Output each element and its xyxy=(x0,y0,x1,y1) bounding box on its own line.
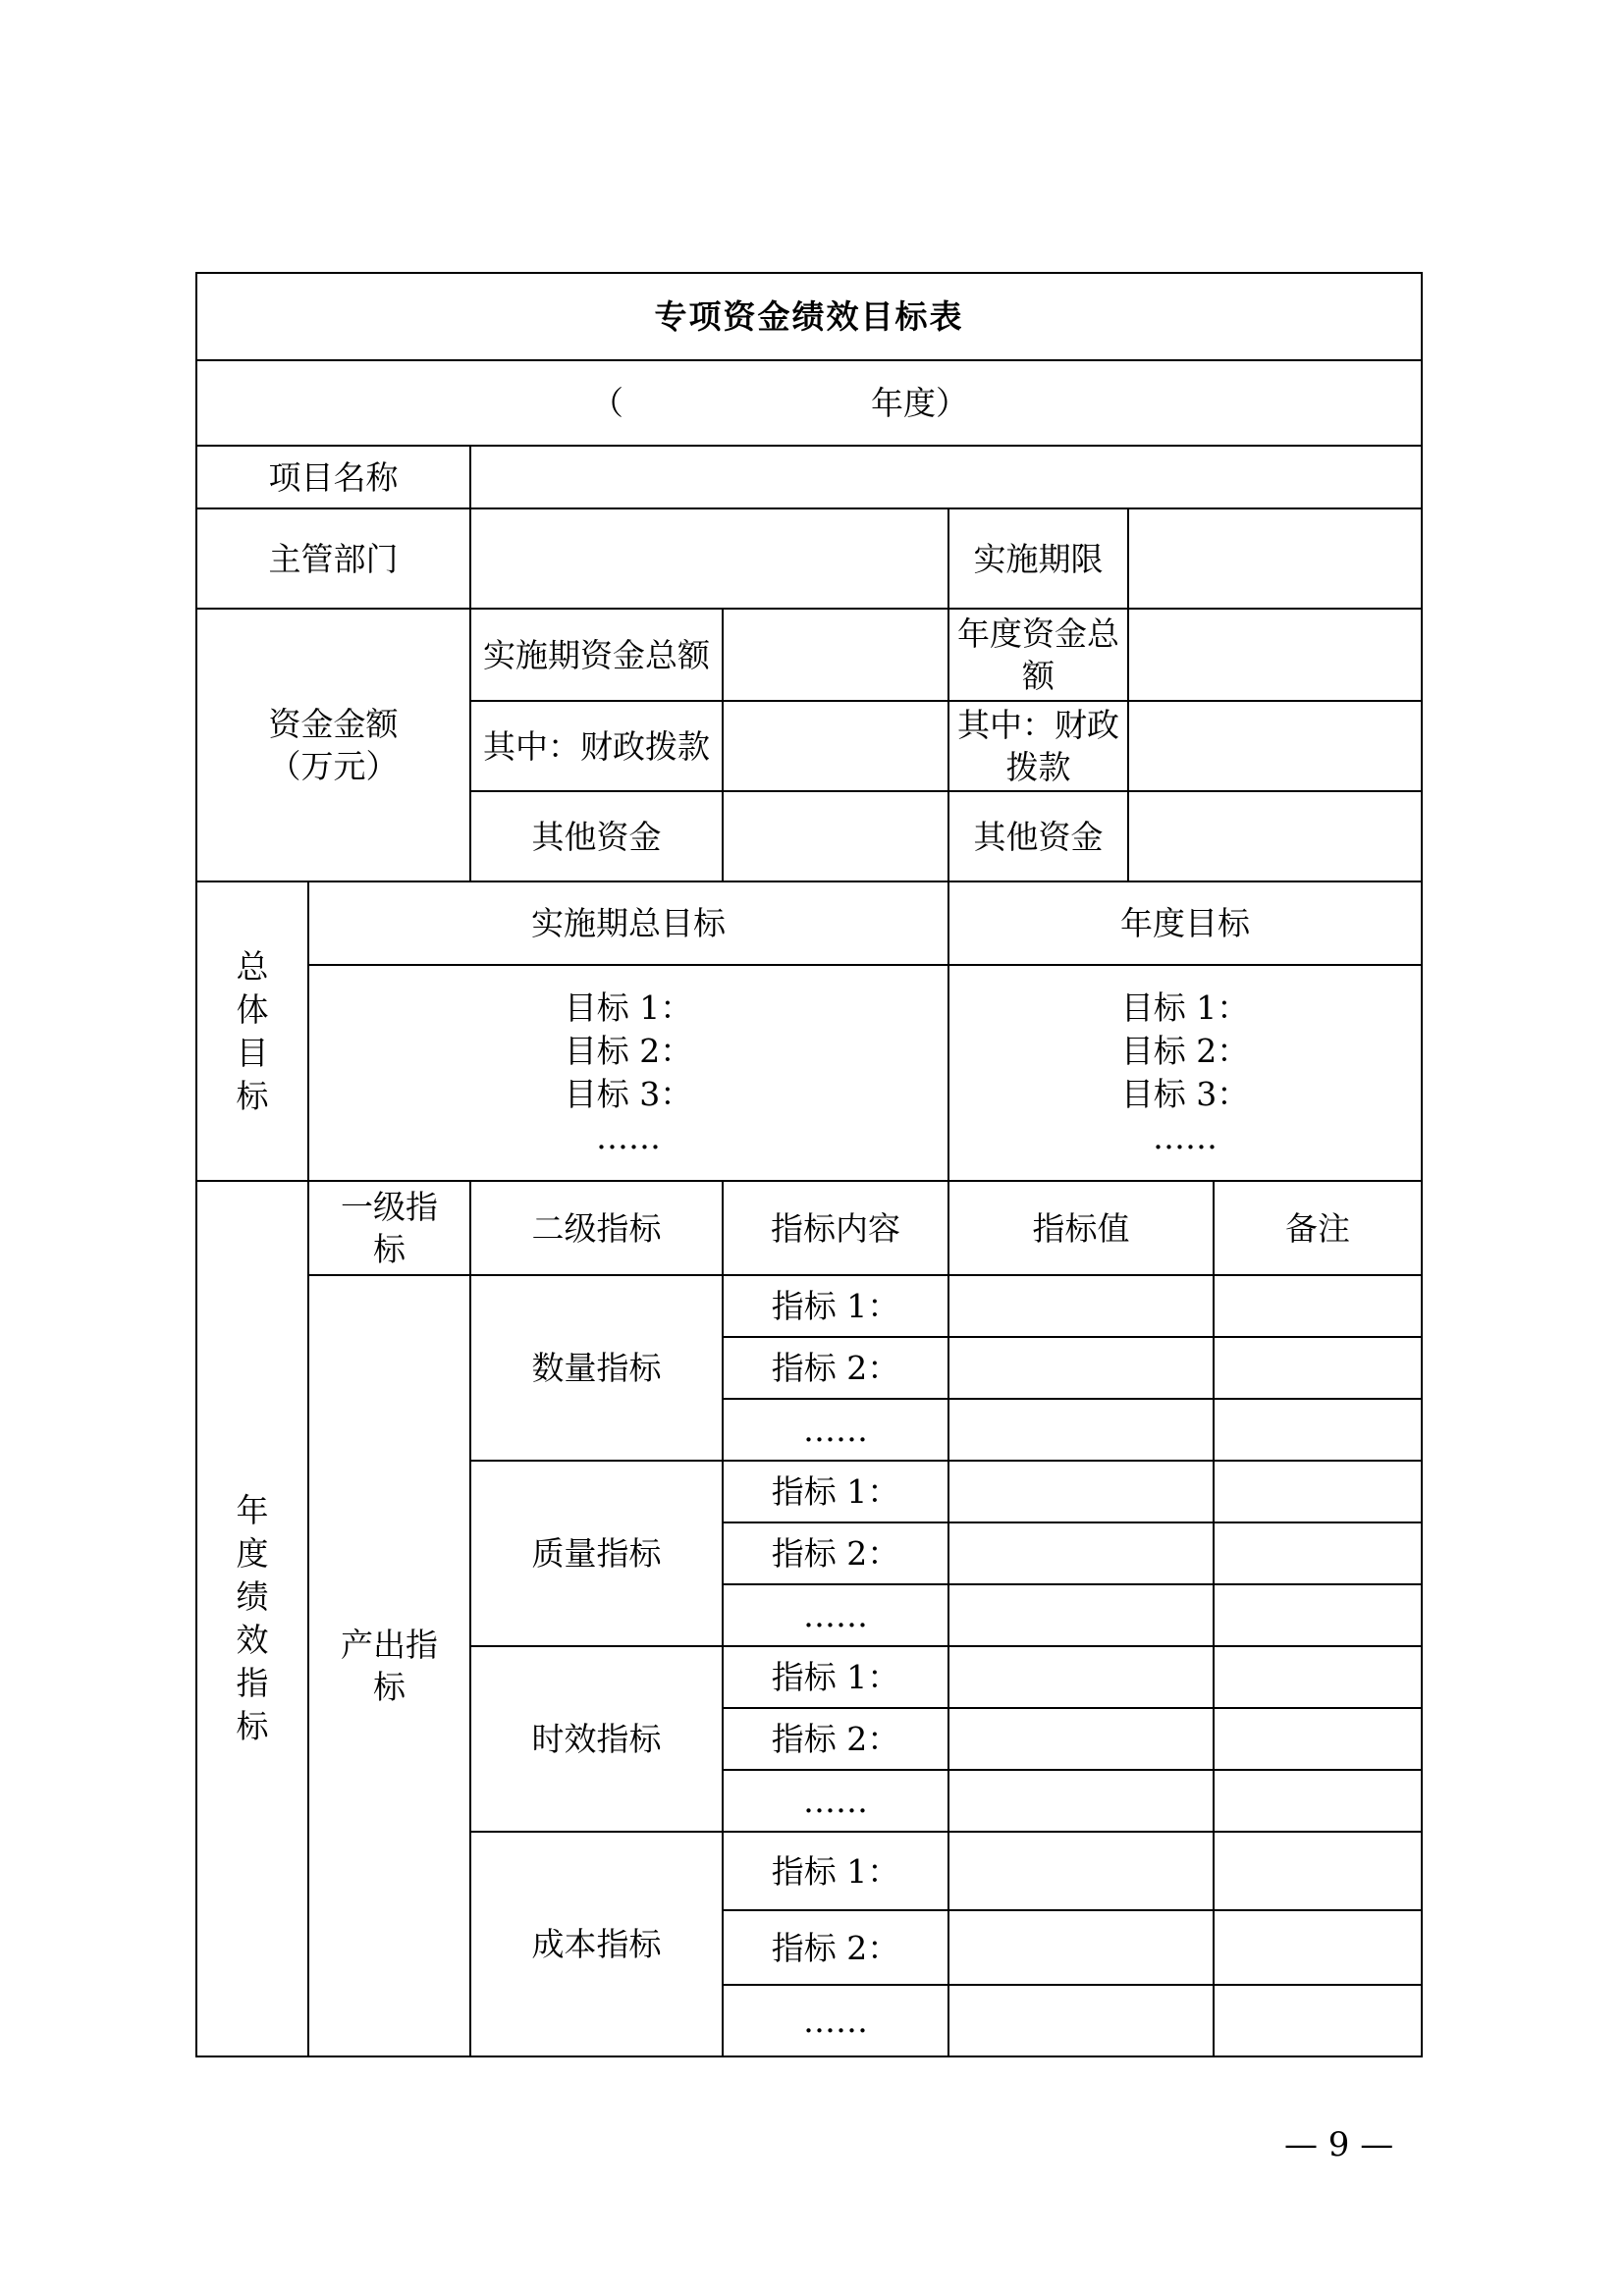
period-goal-content[interactable] xyxy=(308,965,948,1181)
goal-line: 目标 2： xyxy=(1120,1032,1250,1070)
goal-line: 目标 2： xyxy=(564,1032,693,1070)
table-title: 专项资金绩效目标表 xyxy=(196,273,1422,360)
indicator-remark-field[interactable] xyxy=(1214,1646,1422,1708)
indicator-value-field[interactable] xyxy=(948,1910,1214,1985)
goal-line: 目标 1： xyxy=(564,988,693,1027)
value-header: 指标值 xyxy=(948,1181,1214,1275)
indicator-remark-field[interactable] xyxy=(1214,1275,1422,1337)
indicator-remark-field[interactable] xyxy=(1214,1584,1422,1646)
goal-line: 目标 3： xyxy=(1120,1075,1250,1113)
overall-goal-label: 总体目标 xyxy=(196,881,308,1181)
indicator-remark-field[interactable] xyxy=(1214,1461,1422,1522)
dept-field[interactable] xyxy=(470,508,948,609)
indicator-remark-field[interactable] xyxy=(1214,1337,1422,1399)
indicator-value-field[interactable] xyxy=(948,1646,1214,1708)
indicator-value-field[interactable] xyxy=(948,1985,1214,2056)
indicator-remark-field[interactable] xyxy=(1214,1770,1422,1832)
indicator-value-field[interactable] xyxy=(948,1275,1214,1337)
year-total-label: 年度资金总额 xyxy=(948,609,1128,701)
indicator-group: 时效指标 xyxy=(470,1646,723,1832)
project-name-field[interactable] xyxy=(470,446,1422,508)
page-number: — 9 — xyxy=(1284,2125,1394,2164)
indicator-item: …… xyxy=(723,1399,948,1461)
indicator-item: 指标 2： xyxy=(723,1708,948,1770)
year-goal-content[interactable] xyxy=(948,965,1422,1181)
period-total-label: 实施期资金总额 xyxy=(470,609,723,701)
annual-indicators-label: 年度绩效指标 xyxy=(196,1181,308,2056)
level1-header: 一级指标 xyxy=(308,1181,470,1275)
year-row xyxy=(196,360,1422,446)
indicator-value-field[interactable] xyxy=(948,1522,1214,1584)
indicator-value-field[interactable] xyxy=(948,1584,1214,1646)
goal-line: 目标 1： xyxy=(1120,988,1250,1027)
indicator-remark-field[interactable] xyxy=(1214,1522,1422,1584)
indicator-item: …… xyxy=(723,1584,948,1646)
indicator-value-field[interactable] xyxy=(948,1399,1214,1461)
indicator-item: …… xyxy=(723,1985,948,2056)
indicator-group: 质量指标 xyxy=(470,1461,723,1646)
performance-goal-table xyxy=(195,272,1423,2057)
other-label-b: 其他资金 xyxy=(948,791,1128,881)
indicator-remark-field[interactable] xyxy=(1214,1910,1422,1985)
indicator-item: 指标 1： xyxy=(723,1646,948,1708)
indicator-remark-field[interactable] xyxy=(1214,1708,1422,1770)
indicator-item: …… xyxy=(723,1770,948,1832)
level2-header: 二级指标 xyxy=(470,1181,723,1275)
fiscal-label-b: 其中：财政拨款 xyxy=(948,701,1128,791)
other-label-a: 其他资金 xyxy=(470,791,723,881)
goal-line: …… xyxy=(596,1118,661,1156)
indicator-item: 指标 1： xyxy=(723,1832,948,1910)
goal-line: …… xyxy=(1153,1118,1218,1156)
output-indicator-label: 产出指标 xyxy=(308,1275,470,2056)
period-goal-header: 实施期总目标 xyxy=(308,881,948,965)
year-goal-header: 年度目标 xyxy=(948,881,1422,965)
indicator-value-field[interactable] xyxy=(948,1708,1214,1770)
year-open-paren: （ xyxy=(591,384,624,422)
indicator-value-field[interactable] xyxy=(948,1832,1214,1910)
dept-label: 主管部门 xyxy=(196,508,470,609)
indicator-item: 指标 1： xyxy=(723,1275,948,1337)
indicator-value-field[interactable] xyxy=(948,1461,1214,1522)
indicator-remark-field[interactable] xyxy=(1214,1399,1422,1461)
fiscal-field-b[interactable] xyxy=(1128,701,1422,791)
year-total-field[interactable] xyxy=(1128,609,1422,701)
fiscal-field-a[interactable] xyxy=(723,701,948,791)
indicator-remark-field[interactable] xyxy=(1214,1832,1422,1910)
goal-line: 目标 3： xyxy=(564,1075,693,1113)
funds-label: 资金金额（万元） xyxy=(196,609,470,881)
indicator-item: 指标 2： xyxy=(723,1522,948,1584)
other-field-b[interactable] xyxy=(1128,791,1422,881)
other-field-a[interactable] xyxy=(723,791,948,881)
year-label: 年度） xyxy=(871,384,969,422)
indicator-item: 指标 2： xyxy=(723,1910,948,1985)
fiscal-label-a: 其中：财政拨款 xyxy=(470,701,723,791)
indicator-item: 指标 1： xyxy=(723,1461,948,1522)
indicator-item: 指标 2： xyxy=(723,1337,948,1399)
period-label: 实施期限 xyxy=(948,508,1128,609)
indicator-value-field[interactable] xyxy=(948,1770,1214,1832)
indicator-remark-field[interactable] xyxy=(1214,1985,1422,2056)
period-field[interactable] xyxy=(1128,508,1422,609)
project-name-label: 项目名称 xyxy=(196,446,470,508)
indicator-value-field[interactable] xyxy=(948,1337,1214,1399)
content-header: 指标内容 xyxy=(723,1181,948,1275)
remark-header: 备注 xyxy=(1214,1181,1422,1275)
period-total-field[interactable] xyxy=(723,609,948,701)
indicator-group: 成本指标 xyxy=(470,1832,723,2056)
indicator-group: 数量指标 xyxy=(470,1275,723,1461)
